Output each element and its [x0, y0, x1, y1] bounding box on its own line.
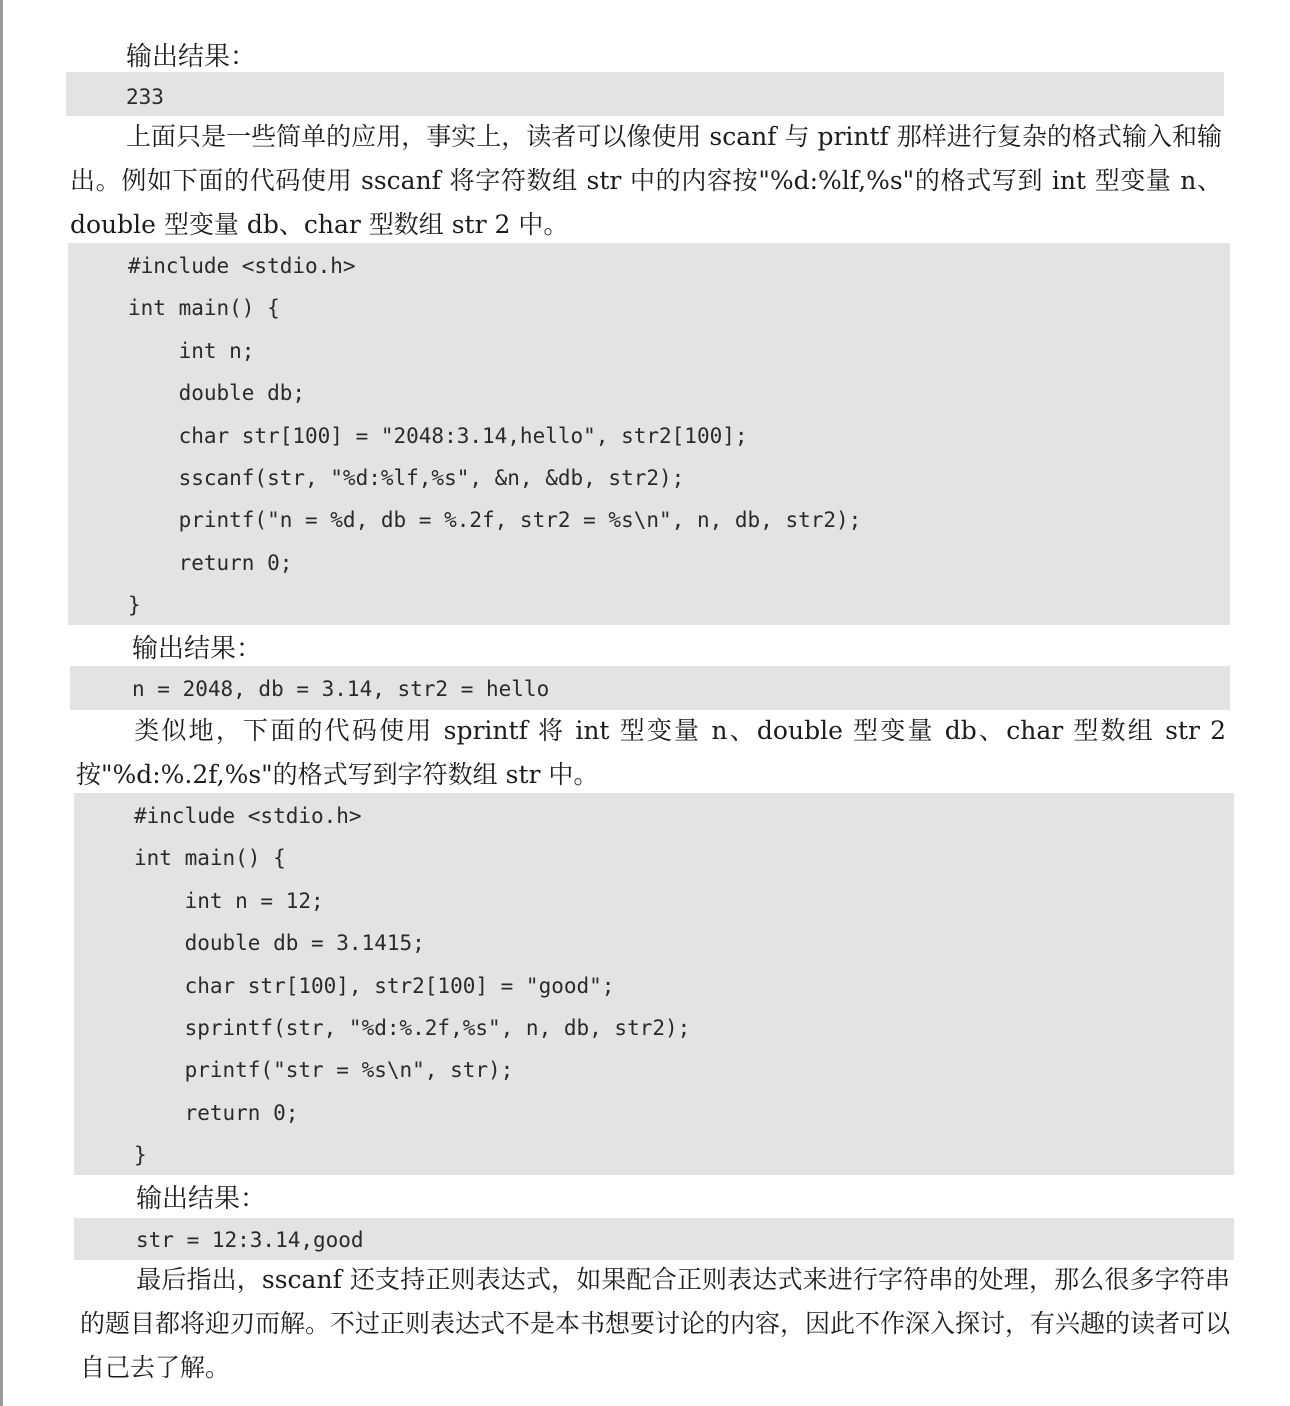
- page-edge-rule: [0, 0, 3, 1406]
- output-box-1: [66, 72, 1224, 116]
- output-label-2: 输出结果：: [132, 634, 263, 664]
- output-text-3: str = 12:3.14,good: [136, 1228, 364, 1252]
- output-text-1: 233: [126, 85, 164, 109]
- output-label-1: 输出结果：: [126, 42, 257, 72]
- output-label-3: 输出结果：: [136, 1184, 267, 1214]
- paragraph-sscanf-intro: 上面只是一些简单的应用，事实上，读者可以像使用 scanf 与 printf 那样进行复杂的格式输入和输出。例如下面的代码使用 sscanf 将字符数组 str 中的内容按"%d:%lf,%s"的格式写到 int 型变量 n、double 型变量 db、char 型数组 str 2 中。: [70, 122, 1222, 239]
- code-text-sprintf: #include <stdio.h> int main() { int n = 12; double db = 3.1415; char str[100], str2[100] = "good"; sprintf(str, "%d:%.2f,%s", n, db, str2); printf("str = %s\n", str); return 0; }: [134, 804, 691, 1168]
- code-text-sscanf: #include <stdio.h> int main() { int n; double db; char str[100] = "2048:3.14,hello", str2[100]; sscanf(str, "%d:%lf,%s", &n, &db, str2); printf("n = %d, db = %.2f, str2 = %s\n", n, db, str2); return 0; }: [128, 254, 862, 618]
- paragraph-conclusion: 最后指出，sscanf 还支持正则表达式，如果配合正则表达式来进行字符串的处理，那么很多字符串的题目都将迎刃而解。不过正则表达式不是本书想要讨论的内容，因此不作深入探讨，有兴趣的读者可以自己去了解。: [80, 1265, 1231, 1382]
- paragraph-sprintf-intro: 类似地，下面的代码使用 sprintf 将 int 型变量 n、double 型变量 db、char 型数组 str 2 按"%d:%.2f,%s"的格式写到字符数组 str 中。: [76, 716, 1226, 789]
- output-text-2: n = 2048, db = 3.14, str2 = hello: [132, 677, 550, 701]
